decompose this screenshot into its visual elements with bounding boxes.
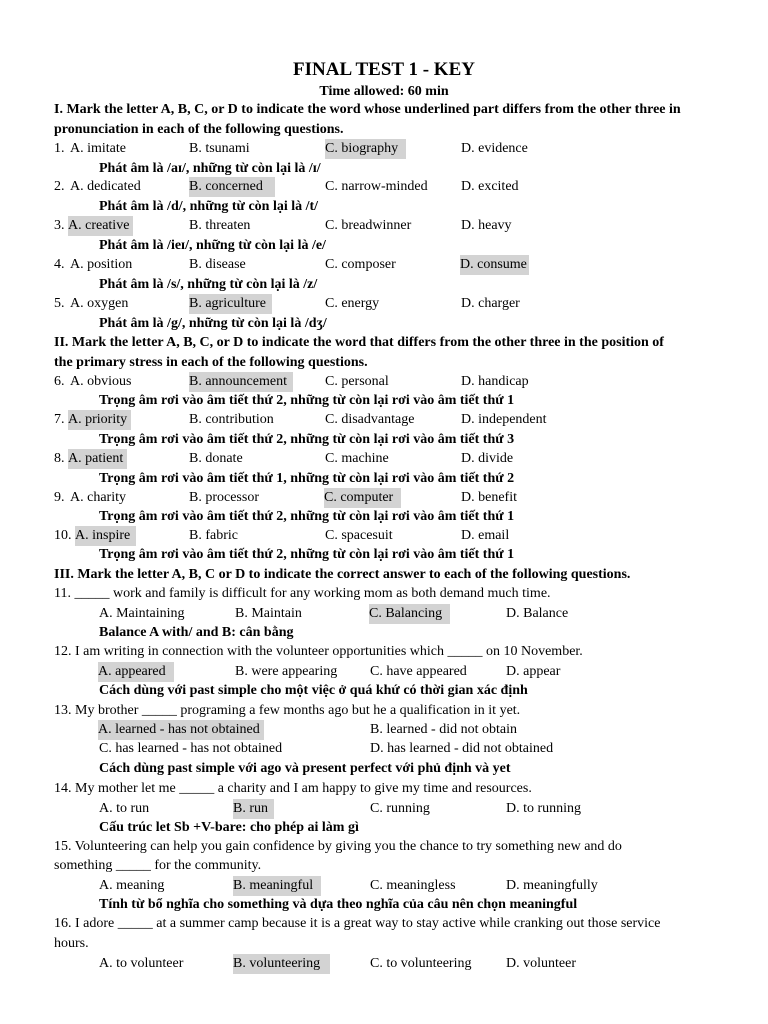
option-b-answer: B. run [233,799,274,819]
question-number: 4. [54,257,65,272]
question-number: 7. [54,412,65,427]
option-d: D. email [461,528,510,543]
option-c: C. narrow-minded [325,179,428,194]
option-b: B. fabric [189,528,238,543]
option-b: B. Maintain [235,606,302,621]
option-b-answer: B. meaningful [233,876,321,896]
option-d: D. evidence [461,141,528,156]
option-a: A. charity [70,490,126,505]
explanation: Tính từ bổ nghĩa cho something và dựa theo nghĩa của câu nên chọn meaningful [99,897,578,912]
option-d: D. excited [461,179,519,194]
option-c: C. have appeared [370,664,467,679]
option-d: D. handicap [461,374,529,389]
option-a: A. to run [99,801,150,816]
option-b: B. processor [189,490,259,505]
option-c-answer: C. computer [324,488,401,508]
section-1-heading-cont: pronunciation in each of the following questions. [54,122,344,137]
option-d: D. Balance [506,606,569,621]
section-2-heading-cont: the primary stress in each of the following questions. [54,355,368,370]
option-d-answer: D. consume [460,255,529,275]
option-d: D. charger [461,296,520,311]
option-a: A. imitate [70,141,126,156]
question-text-cont: hours. [54,936,89,951]
explanation: Phát âm là /aɪ/, những từ còn lại là /ɪ/ [99,161,321,176]
option-a: A. to volunteer [99,956,184,971]
option-a: A. position [70,257,133,272]
option-b-answer: B. announcement [189,372,293,392]
question-text: 11. _____ work and family is difficult for any working mom as both demand much time. [54,586,551,601]
question-text: 13. My brother _____ programing a few months ago but he a qualification in it yet. [54,703,521,718]
option-b: B. learned - did not obtain [370,722,517,737]
option-b-answer: B. concerned [189,177,275,197]
question-text: 15. Volunteering can help you gain confidence by giving you the chance to try something new and do [54,839,622,854]
question-number: 9. [54,490,65,505]
option-c: C. spacesuit [325,528,393,543]
question-number: 2. [54,179,65,194]
option-c: C. energy [325,296,380,311]
option-b: B. threaten [189,218,251,233]
explanation: Trọng âm rơi vào âm tiết thứ 2, những từ còn lại rơi vào âm tiết thứ 1 [99,393,515,408]
option-d: D. volunteer [506,956,576,971]
option-a: A. meaning [99,878,165,893]
option-d: D. to running [506,801,582,816]
explanation: Trọng âm rơi vào âm tiết thứ 2, những từ còn lại rơi vào âm tiết thứ 3 [99,432,515,447]
option-a: A. dedicated [70,179,141,194]
question-text-cont: something _____ for the community. [54,858,262,873]
option-a-answer: A. appeared [98,662,174,682]
question-text: 16. I adore _____ at a summer camp because it is a great way to stay active while cranking out those service [54,916,661,931]
explanation: Cấu trúc let Sb +V-bare: cho phép ai làm gì [99,820,359,835]
question-number: 5. [54,296,65,311]
option-c-answer: C. biography [325,139,406,159]
option-c-answer: C. Balancing [369,604,450,624]
option-d: D. divide [461,451,514,466]
option-a-answer: A. inspire [75,526,136,546]
option-c: C. composer [325,257,396,272]
option-b: B. were appearing [235,664,338,679]
option-b-answer: B. volunteering [233,954,330,974]
option-c: C. disadvantage [325,412,415,427]
explanation: Phát âm là /g/, những từ còn lại là /dʒ/ [99,316,327,331]
explanation: Cách dùng past simple với ago và present perfect với phủ định và yet [99,761,511,776]
question-text: 14. My mother let me _____ a charity and I am happy to give my time and resources. [54,781,532,796]
option-d: D. appear [506,664,561,679]
option-c: C. meaningless [370,878,456,893]
option-c: C. personal [325,374,389,389]
option-c: C. breadwinner [325,218,412,233]
section-1-heading: I. Mark the letter A, B, C, or D to indicate the word whose underlined part differs from the other three in [54,102,681,117]
option-b: B. disease [189,257,246,272]
time-allowed: Time allowed: 60 min [319,84,449,99]
option-c: C. has learned - has not obtained [99,741,283,756]
section-3-heading: III. Mark the letter A, B, C or D to indicate the correct answer to each of the following questions. [54,567,631,582]
explanation: Trọng âm rơi vào âm tiết thứ 2, những từ còn lại rơi vào âm tiết thứ 1 [99,547,515,562]
option-d: D. heavy [461,218,512,233]
explanation: Phát âm là /ieɪ/, những từ còn lại là /e/ [99,238,326,253]
option-b: B. tsunami [189,141,250,156]
option-a-answer: A. patient [68,449,127,469]
option-a: A. Maintaining [99,606,185,621]
option-c: C. machine [325,451,389,466]
question-number: 6. [54,374,65,389]
option-c: C. to volunteering [370,956,472,971]
option-d: D. has learned - did not obtained [370,741,554,756]
option-c: C. running [370,801,430,816]
explanation: Trọng âm rơi vào âm tiết thứ 1, những từ còn lại rơi vào âm tiết thứ 2 [99,471,515,486]
page-title: FINAL TEST 1 - KEY [293,59,475,80]
option-a-answer: A. creative [68,216,133,236]
option-d: D. independent [461,412,547,427]
option-b: B. donate [189,451,243,466]
explanation: Trọng âm rơi vào âm tiết thứ 2, những từ còn lại rơi vào âm tiết thứ 1 [99,509,515,524]
explanation: Phát âm là /d/, những từ còn lại là /t/ [99,199,319,214]
option-b-answer: B. agriculture [189,294,272,314]
question-number: 8. [54,451,65,466]
explanation: Cách dùng với past simple cho một việc ở quá khứ có thời gian xác định [99,683,528,698]
option-a: A. oxygen [70,296,129,311]
option-a-answer: A. priority [68,410,131,430]
section-2-heading: II. Mark the letter A, B, C, or D to indicate the word that differs from the other three in the position of [54,335,664,350]
option-d: D. benefit [461,490,517,505]
explanation: Balance A with/ and B: cân bằng [99,625,294,640]
question-number: 3. [54,218,65,233]
question-text: 12. I am writing in connection with the volunteer opportunities which _____ on 10 November. [54,644,583,659]
question-number: 10. [54,528,72,543]
option-d: D. meaningfully [506,878,598,893]
question-number: 1. [54,141,65,156]
option-a-answer: A. learned - has not obtained [98,720,264,740]
option-a: A. obvious [70,374,132,389]
explanation: Phát âm là /s/, những từ còn lại là /z/ [99,277,318,292]
option-b: B. contribution [189,412,274,427]
